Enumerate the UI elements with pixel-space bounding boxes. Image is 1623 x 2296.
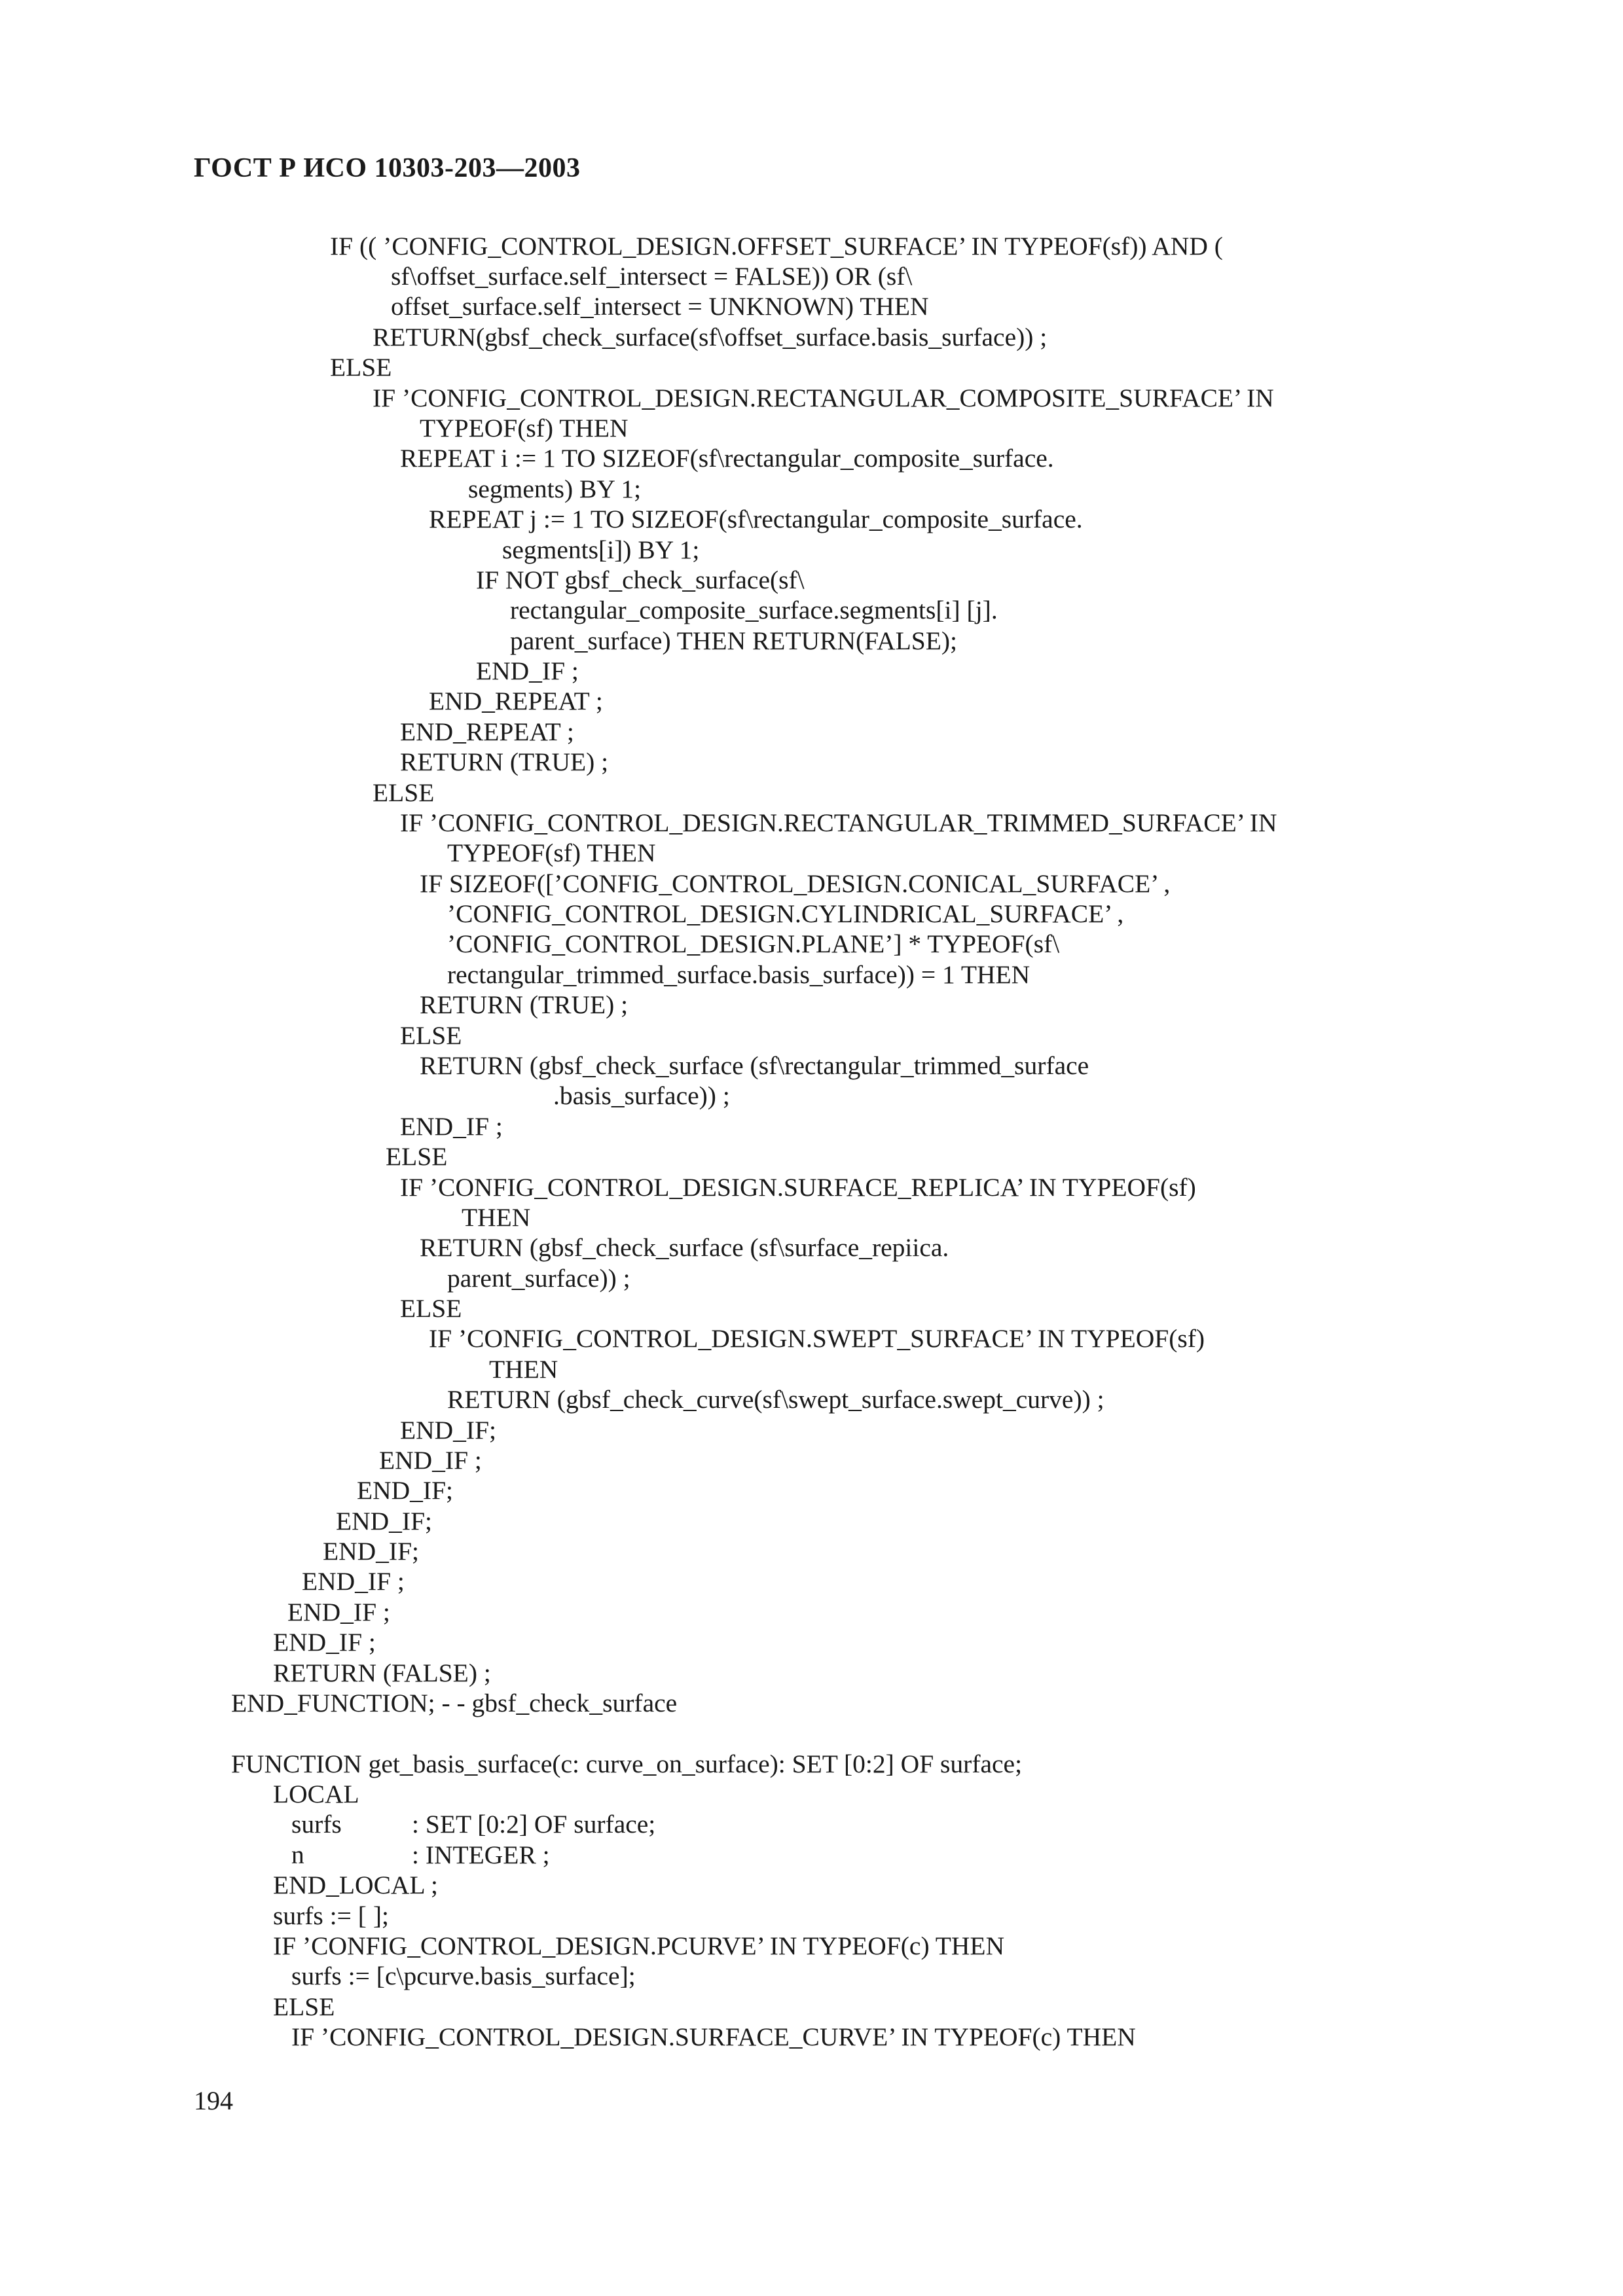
code-line: END_IF ; [302,1567,405,1596]
code-line: THEN [489,1355,558,1384]
code-line: END_IF ; [379,1446,482,1475]
code-line: RETURN (TRUE) ; [400,747,609,776]
code-line: IF NOT gbsf_check_surface(sf\ [476,565,805,594]
code-line: END_FUNCTION; - - gbsf_check_surface [231,1689,678,1717]
code-line: IF ’CONFIG_CONTROL_DESIGN.SURFACE_CURVE’ IN TYPEOF(c) THEN [291,2022,1136,2051]
code-line: LOCAL [273,1780,359,1808]
code-line: IF ’CONFIG_CONTROL_DESIGN.SWEPT_SURFACE’ IN TYPEOF(sf) [429,1324,1205,1353]
code-line: ’CONFIG_CONTROL_DESIGN.CYLINDRICAL_SURFACE’ , [447,899,1124,928]
code-line: RETURN (gbsf_check_surface (sf\rectangular_trimmed_surface [420,1051,1089,1080]
code-line: IF ’CONFIG_CONTROL_DESIGN.RECTANGULAR_TRIMMED_SURFACE’ IN [400,808,1277,837]
code-line: ELSE [373,778,435,807]
code-line: IF ’CONFIG_CONTROL_DESIGN.SURFACE_REPLICA’ IN TYPEOF(sf) [400,1173,1196,1202]
code-line: END_IF; [400,1416,497,1444]
code-line: offset_surface.self_intersect = UNKNOWN) THEN [391,292,929,321]
code-line: ELSE [386,1142,448,1171]
code-line: : SET [0:2] OF surface; [412,1810,656,1839]
code-line: REPEAT j := 1 TO SIZEOF(sf\rectangular_composite_surface. [429,505,1083,533]
code-line: END_IF; [357,1476,454,1505]
code-line: .basis_surface)) ; [553,1081,730,1110]
code-line: END_REPEAT ; [429,687,603,715]
code-line: ELSE [330,353,392,382]
code-line: RETURN (FALSE) ; [273,1659,491,1687]
code-line: segments) BY 1; [468,475,642,503]
code-line: rectangular_trimmed_surface.basis_surface)) = 1 THEN [447,960,1030,989]
code-line: sf\offset_surface.self_intersect = FALSE)) OR (sf\ [391,262,913,291]
code-line: END_IF; [323,1537,420,1566]
code-line: END_LOCAL ; [273,1871,438,1899]
code-line: n [291,1840,304,1869]
code-line: END_IF ; [400,1112,503,1141]
code-line: segments[i]) BY 1; [502,535,700,564]
code-line: surfs [291,1810,342,1839]
code-line: TYPEOF(sf) THEN [447,838,656,867]
code-line: RETURN(gbsf_check_surface(sf\offset_surface.basis_surface)) ; [373,323,1048,351]
page-number: 194 [194,2086,233,2115]
code-line: END_IF; [336,1507,433,1535]
code-line: surfs := [c\pcurve.basis_surface]; [291,1962,636,1990]
code-line: END_IF ; [273,1628,376,1657]
code-line: THEN [462,1203,531,1232]
code-line: END_IF ; [287,1598,390,1626]
code-line: parent_surface) THEN RETURN(FALSE); [510,626,958,655]
code-line: TYPEOF(sf) THEN [420,414,629,442]
code-line: parent_surface)) ; [447,1264,630,1293]
code-line: RETURN (TRUE) ; [420,990,629,1019]
code-line: RETURN (gbsf_check_surface (sf\surface_repiica. [420,1233,949,1262]
code-line: ’CONFIG_CONTROL_DESIGN.PLANE’] * TYPEOF(sf\ [447,929,1060,958]
code-line: END_REPEAT ; [400,717,574,746]
code-line: rectangular_composite_surface.segments[i] [j]. [510,596,998,624]
code-line: IF ’CONFIG_CONTROL_DESIGN.RECTANGULAR_COMPOSITE_SURFACE’ IN [373,384,1274,412]
code-line: END_IF ; [476,656,579,685]
code-line: ELSE [273,1992,335,2021]
code-line: RETURN (gbsf_check_curve(sf\swept_surface.swept_curve)) ; [447,1385,1104,1414]
code-line: : INTEGER ; [412,1840,550,1869]
code-line: IF SIZEOF([’CONFIG_CONTROL_DESIGN.CONICAL_SURFACE’ , [420,869,1171,898]
code-line: ELSE [400,1021,462,1050]
code-line: IF ’CONFIG_CONTROL_DESIGN.PCURVE’ IN TYPEOF(c) THEN [273,1931,1005,1960]
page-header: ГОСТ Р ИСО 10303-203—2003 [194,153,581,183]
code-line: IF (( ’CONFIG_CONTROL_DESIGN.OFFSET_SURFACE’ IN TYPEOF(sf)) AND ( [330,232,1223,260]
code-line: FUNCTION get_basis_surface(c: curve_on_surface): SET [0:2] OF surface; [231,1749,1023,1778]
code-line: REPEAT i := 1 TO SIZEOF(sf\rectangular_composite_surface. [400,444,1054,473]
code-line: ELSE [400,1294,462,1323]
code-line: surfs := [ ]; [273,1901,389,1930]
